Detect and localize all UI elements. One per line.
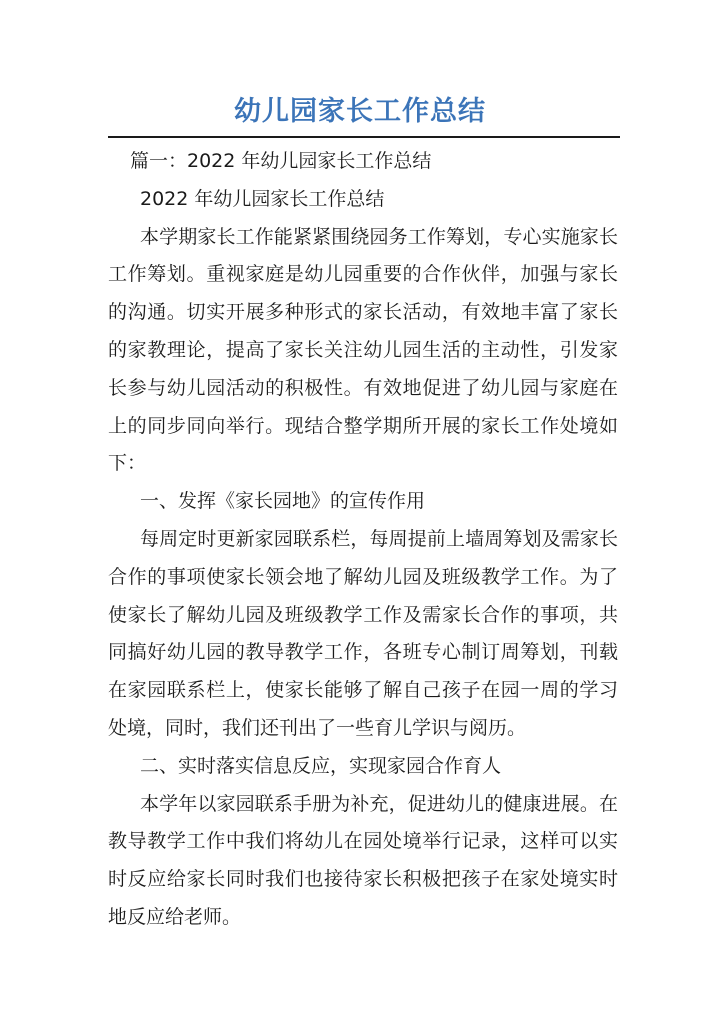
section-heading-two: 二、实时落实信息反应，实现家园合作育人 xyxy=(140,754,502,777)
document-body xyxy=(108,143,618,937)
document-title: 幼儿园家长工作总结 xyxy=(234,96,486,127)
section-heading-one: 一、发挥《家长园地》的宣传作用 xyxy=(140,490,426,513)
title-divider xyxy=(108,136,620,138)
body-paragraph-intro: 本学期家长工作能紧紧围绕园务工作筹划，专心实施家长工作筹划。重视家庭是幼儿园重要的合作伙伴，加强与家长的沟通。切实开展多种形式的家长活动，有效地丰富了家长的家教理论，提高了家长关注幼儿园生活的主动性，引发家长参与幼儿园活动的积极性。有效地促进了幼儿园与家庭在上的同步同向举行。现结合整学期所开展的家长工作处境如下： xyxy=(108,225,618,475)
section-heading-line: 篇一：2022 年幼儿园家长工作总结 xyxy=(130,150,432,172)
body-paragraph-one: 每周定时更新家园联系栏，每周提前上墙周筹划及需家长合作的事项使家长领会地了解幼儿园及班级教学工作。为了使家长了解幼儿园及班级教学工作及需家长合作的事项，共同搞好幼儿园的教导教学工作，各班专心制订周筹划，刊载在家园联系栏上，使家长能够了解自己孩子在园一周的学习处境，同时，我们还刊出了一些育儿学识与阅历。 xyxy=(108,527,618,739)
body-paragraph-two: 本学年以家园联系手册为补充，促进幼儿的健康进展。在教导教学工作中我们将幼儿在园处境举行记录，这样可以实时反应给家长同时我们也接待家长积极把孩子在家处境实时地反应给老师。 xyxy=(108,792,618,928)
section-subheading: 2022 年幼儿园家长工作总结 xyxy=(140,187,385,210)
